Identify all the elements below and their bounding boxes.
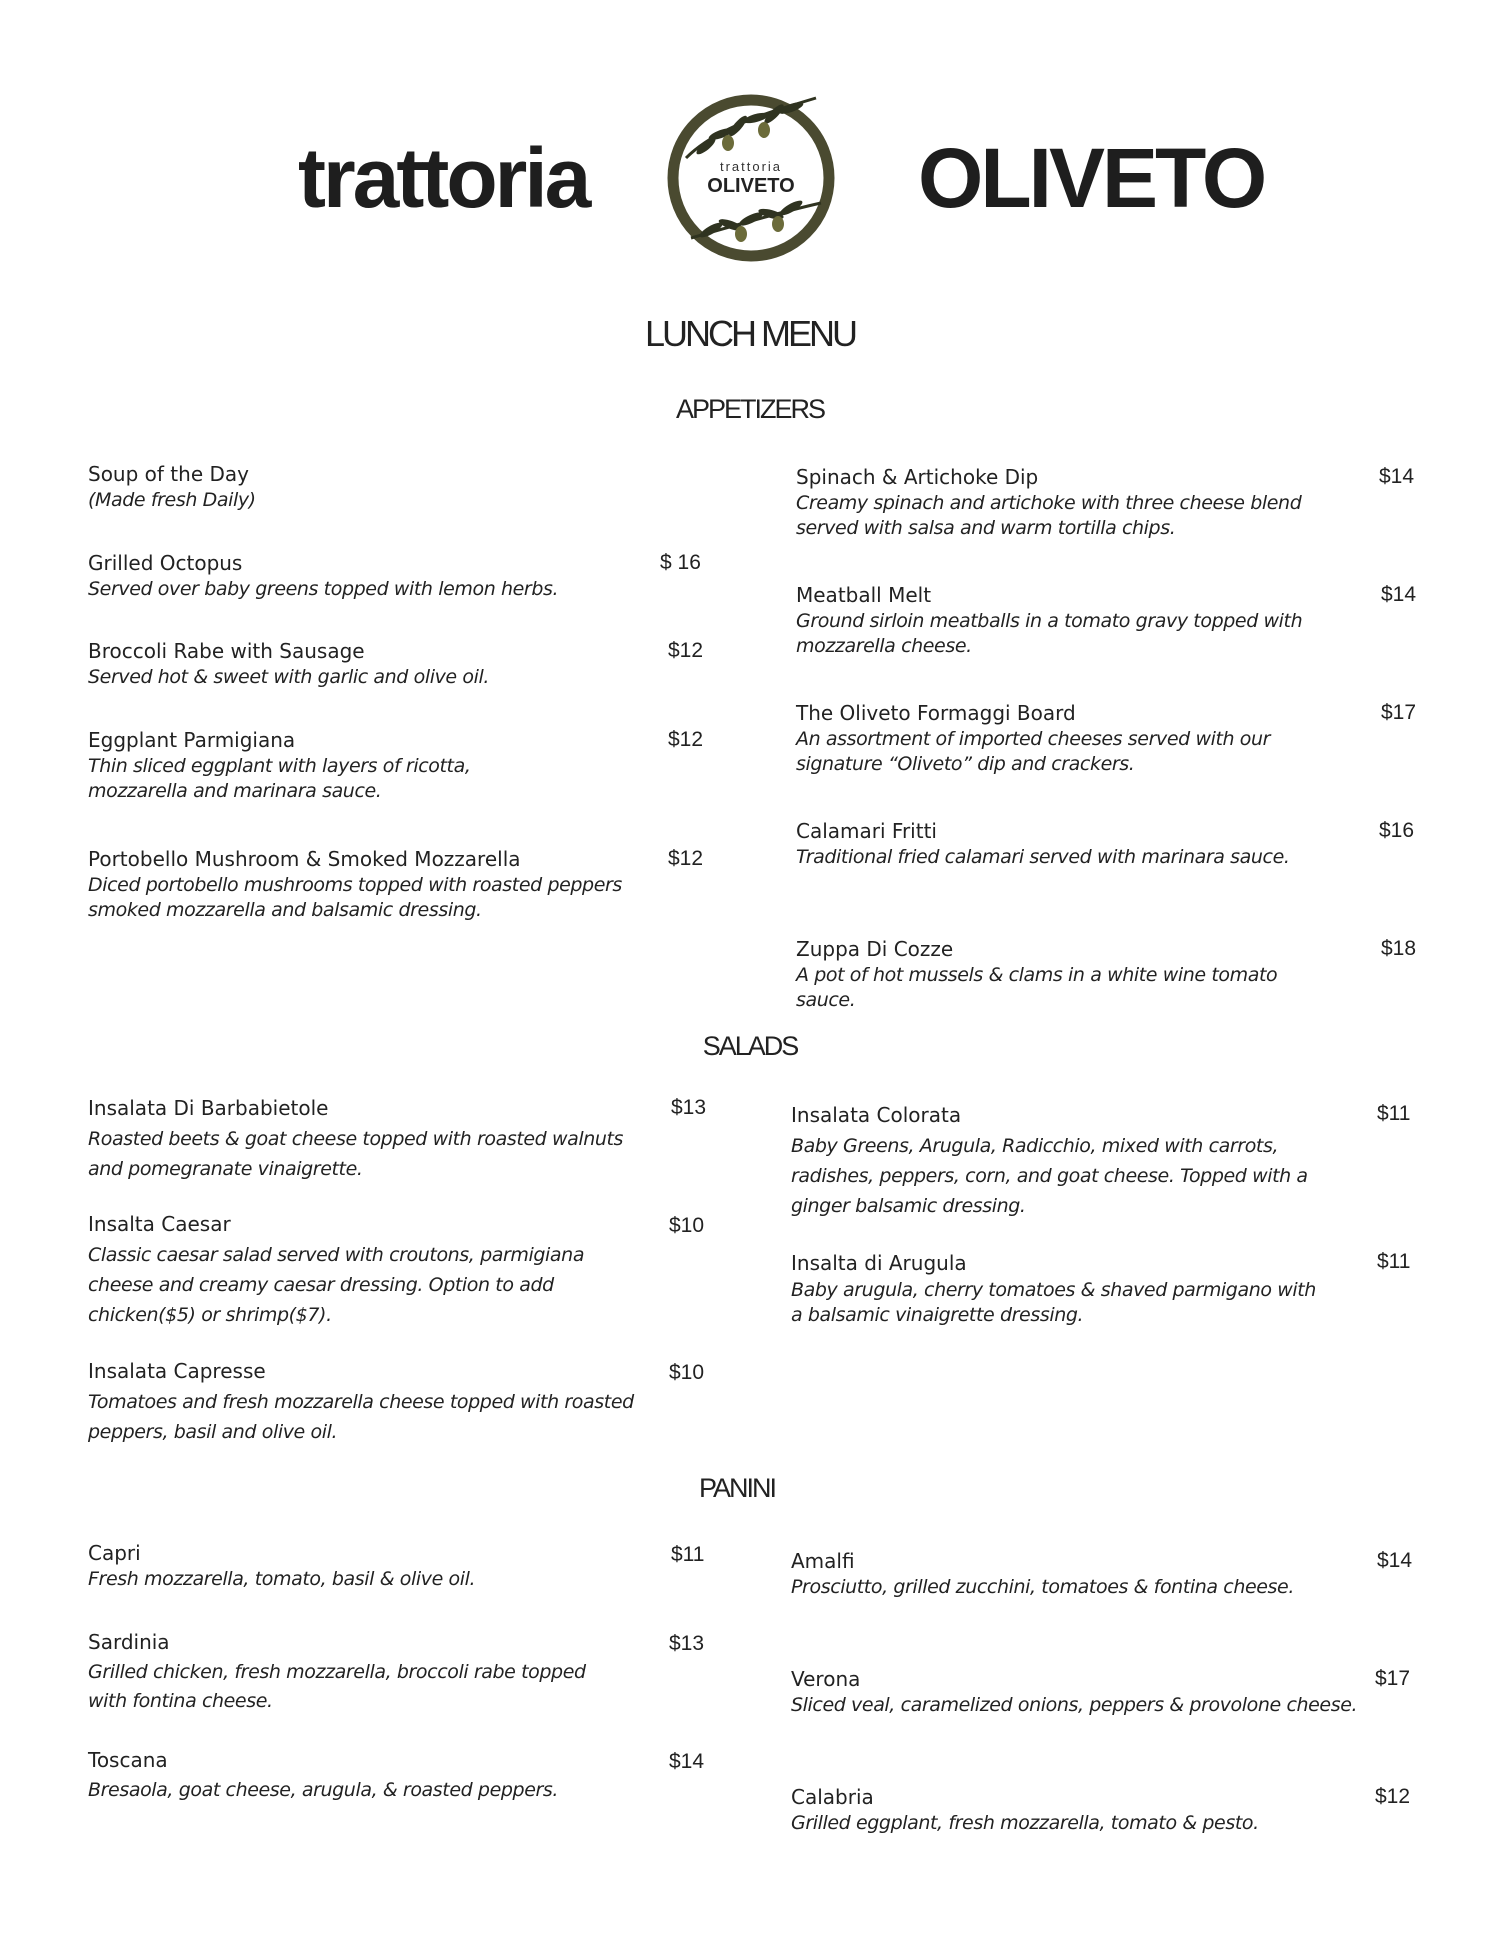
item-name: Insalta Caesar	[88, 1212, 231, 1236]
item-description: A pot of hot mussels & clams in a white wine tomato sauce.	[796, 964, 1278, 1011]
item-name: Insalata Capresse	[88, 1359, 266, 1383]
menu-item	[88, 460, 628, 513]
menu-item	[88, 1208, 628, 1330]
olive-wreath-icon	[666, 88, 836, 263]
menu-item	[796, 817, 1316, 870]
item-name: Meatball Melt	[796, 583, 932, 607]
item-description: Grilled eggplant, fresh mozzarella, tomato & pesto.	[791, 1812, 1259, 1834]
item-price: $18	[1381, 937, 1417, 960]
brand-right: OLIVETO	[918, 131, 1265, 225]
item-description: Classic caesar salad served with croutons, parmigiana cheese and creamy caesar dressing. Option to add chicken($5) or shrimp($7).	[88, 1244, 585, 1326]
item-price: $ 16	[660, 551, 701, 574]
item-name: Portobello Mushroom & Smoked Mozzarella	[88, 847, 521, 871]
item-price: $16	[1379, 819, 1415, 842]
item-price: $17	[1381, 701, 1417, 724]
item-name: Grilled Octopus	[88, 551, 243, 575]
menu-title: LUNCH MENU	[644, 313, 855, 354]
item-description: Ground sirloin meatballs in a tomato gravy topped with mozzarella cheese.	[796, 610, 1303, 657]
item-description: Tomatoes and fresh mozzarella cheese topped with roasted peppers, basil and olive oil.	[88, 1391, 634, 1443]
item-name: Calabria	[791, 1785, 874, 1809]
item-description: Served over baby greens topped with lemon herbs.	[88, 578, 559, 600]
item-price: $12	[668, 847, 704, 870]
item-name: Zuppa Di Cozze	[796, 937, 954, 961]
item-name: Amalfi	[791, 1549, 855, 1573]
item-price: $11	[671, 1543, 705, 1566]
item-name: Insalata Colorata	[791, 1103, 962, 1127]
section-title-appetizers: APPETIZERS	[675, 394, 825, 424]
menu-item	[796, 935, 1316, 1013]
item-price: $12	[668, 639, 704, 662]
item-description: Baby Greens, Arugula, Radicchio, mixed with carrots, radishes, peppers, corn, and goat cheese. Topped with a ginger balsamic dressing.	[791, 1135, 1308, 1217]
item-name: Eggplant Parmigiana	[88, 728, 296, 752]
item-name: Sardinia	[88, 1630, 170, 1654]
menu-item	[796, 463, 1346, 541]
item-description: Served hot & sweet with garlic and olive oil.	[88, 666, 489, 688]
menu-item	[791, 1100, 1331, 1221]
item-description: Creamy spinach and artichoke with three cheese blend served with salsa and warm tortilla chips.	[796, 492, 1302, 539]
section-title-salads: SALADS	[702, 1031, 798, 1061]
item-price: $14	[1379, 465, 1415, 488]
menu-item	[791, 1665, 1361, 1718]
brand-left: trattoria	[298, 131, 589, 225]
item-name: Insalta di Arugula	[791, 1251, 967, 1275]
item-description: Prosciutto, grilled zucchini, tomatoes & fontina cheese.	[791, 1576, 1294, 1598]
item-price: $11	[1377, 1102, 1411, 1125]
menu-item	[796, 581, 1346, 659]
item-name: Toscana	[88, 1748, 168, 1772]
section-title-panini: PANINI	[698, 1473, 775, 1503]
item-price: $12	[1375, 1785, 1411, 1808]
menu-item	[791, 1783, 1351, 1836]
item-description: Bresaola, goat cheese, arugula, & roasted peppers.	[88, 1779, 559, 1801]
item-description: An assortment of imported cheeses served with our signature “Oliveto” dip and crackers.	[796, 728, 1271, 775]
item-price: $14	[1377, 1549, 1413, 1572]
menu-item	[88, 1092, 648, 1184]
item-description: Grilled chicken, fresh mozzarella, broccoli rabe topped with fontina cheese.	[88, 1661, 586, 1712]
item-description: Diced portobello mushrooms topped with roasted peppers smoked mozzarella and balsamic dressing.	[88, 874, 622, 921]
item-description: Fresh mozzarella, tomato, basil & olive oil.	[88, 1568, 476, 1590]
menu-item	[88, 845, 648, 923]
item-price: $14	[669, 1750, 705, 1773]
menu-item	[88, 549, 628, 602]
restaurant-logo	[666, 88, 836, 263]
menu-item	[88, 726, 538, 804]
menu-item	[88, 637, 628, 690]
menu-item	[791, 1547, 1311, 1600]
item-name: Broccoli Rabe with Sausage	[88, 639, 365, 663]
item-price: $13	[671, 1096, 707, 1119]
item-description: Roasted beets & goat cheese topped with roasted walnuts and pomegranate vinaigrette.	[88, 1128, 624, 1180]
item-price: $17	[1375, 1667, 1411, 1690]
item-price: $12	[668, 728, 704, 751]
item-price: $10	[669, 1361, 705, 1384]
item-name: Soup of the Day	[88, 462, 249, 486]
menu-item	[88, 1626, 608, 1716]
item-description: Sliced veal, caramelized onions, peppers & provolone cheese.	[791, 1694, 1358, 1716]
item-name: Calamari Fritti	[796, 819, 937, 843]
item-description: Baby arugula, cherry tomatoes & shaved parmigano with a balsamic vinaigrette dressing.	[791, 1279, 1316, 1326]
item-name: Verona	[791, 1667, 861, 1691]
item-description: Traditional fried calamari served with marinara sauce.	[796, 846, 1290, 868]
item-name: Insalata Di Barbabietole	[88, 1096, 329, 1120]
menu-item	[88, 1539, 648, 1592]
logo-line2: OLIVETO	[707, 175, 795, 197]
item-name: Spinach & Artichoke Dip	[796, 465, 1039, 489]
item-description: Thin sliced eggplant with layers of ricotta, mozzarella and marinara sauce.	[88, 755, 471, 802]
logo-line1: trattoria	[719, 159, 783, 174]
item-price: $14	[1381, 583, 1417, 606]
item-price: $10	[669, 1214, 705, 1237]
item-name: The Oliveto Formaggi Board	[796, 701, 1076, 725]
item-price: $13	[669, 1632, 705, 1655]
item-price: $11	[1377, 1250, 1411, 1273]
menu-item	[88, 1355, 648, 1447]
menu-item	[88, 1744, 568, 1805]
menu-item	[796, 699, 1316, 777]
item-name: Capri	[88, 1541, 141, 1565]
item-description: (Made fresh Daily)	[88, 489, 256, 511]
menu-item	[791, 1248, 1331, 1328]
